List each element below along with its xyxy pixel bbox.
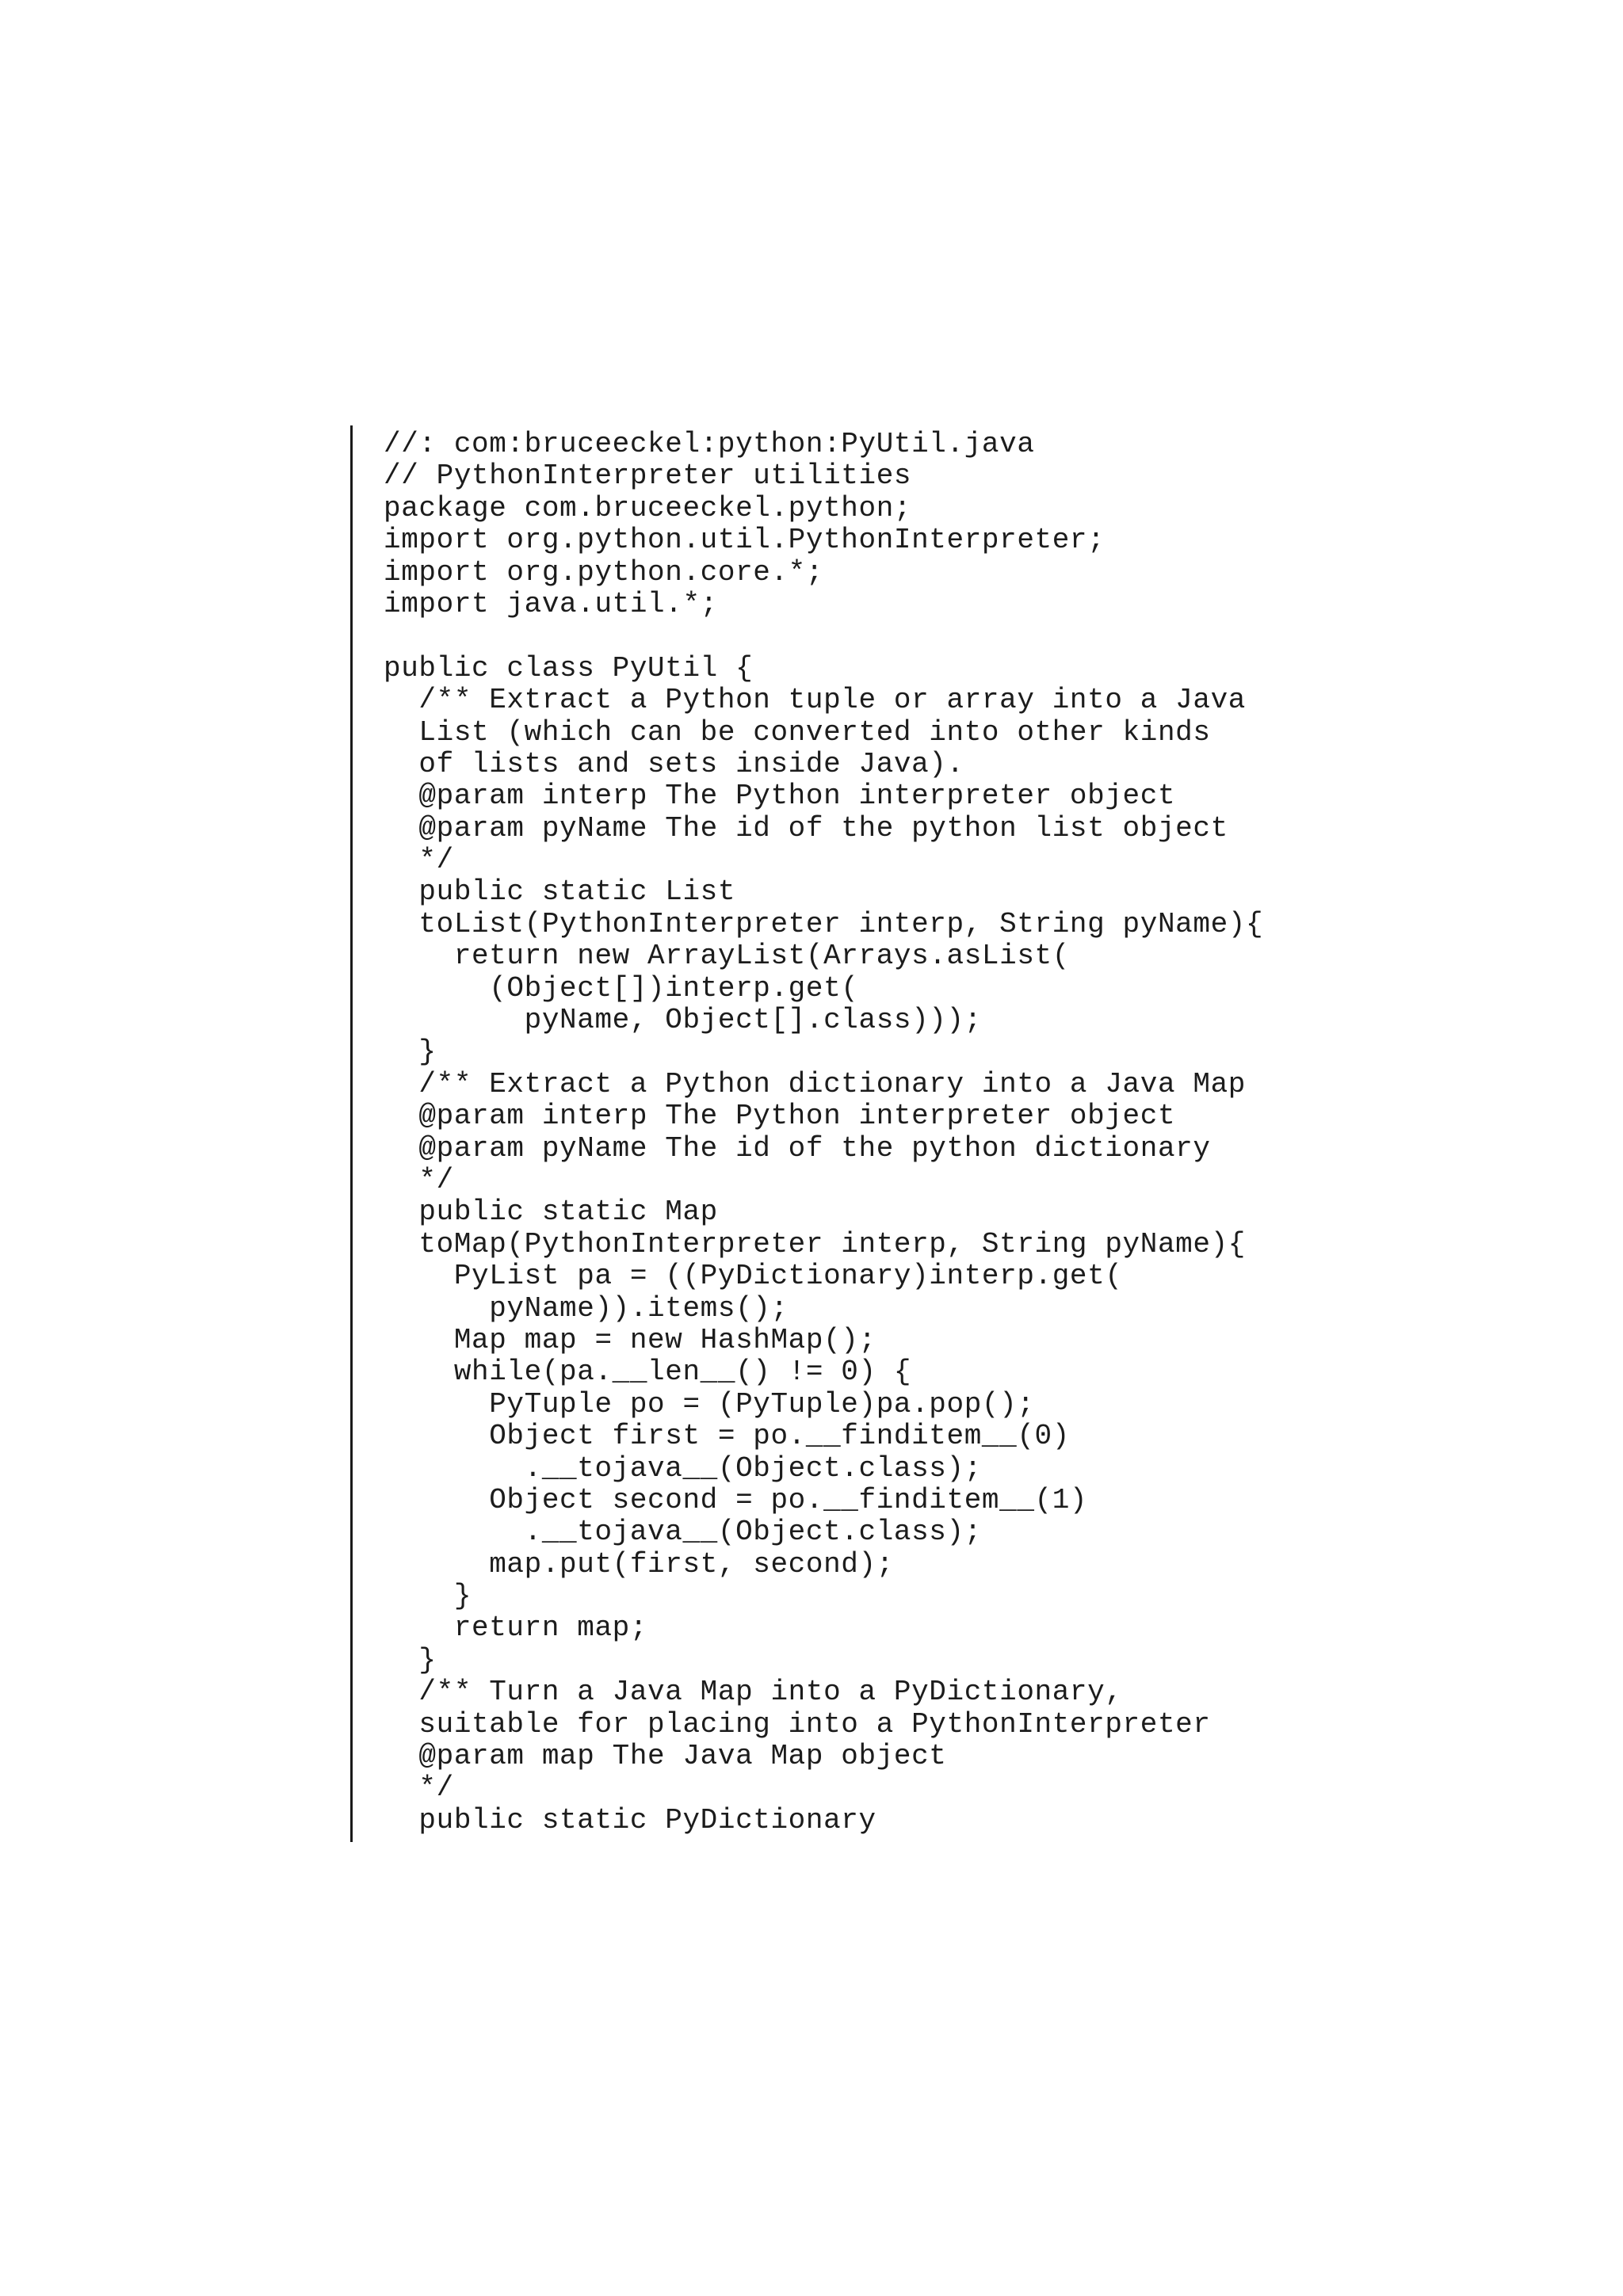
code-line: public static PyDictionary xyxy=(384,1803,876,1836)
code-line: (Object[])interp.get( xyxy=(384,971,859,1005)
code-line: import org.python.util.PythonInterpreter; xyxy=(384,524,1106,557)
code-line: /** Extract a Python tuple or array into a Java xyxy=(384,684,1246,717)
code-line: */ xyxy=(384,844,454,877)
code-line: Map map = new HashMap(); xyxy=(384,1323,876,1356)
code-line: map.put(first, second); xyxy=(384,1547,894,1581)
code-line: @param interp The Python interpreter object xyxy=(384,780,1176,813)
code-line: @param pyName The id of the python list object xyxy=(384,811,1228,845)
code-line: toList(PythonInterpreter interp, String pyName){ xyxy=(384,907,1264,940)
code-line: List (which can be converted into other kinds xyxy=(384,715,1211,749)
code-line: public static List xyxy=(384,875,736,909)
code-line: public class PyUtil { xyxy=(384,651,754,685)
code-line: /** Extract a Python dictionary into a Java Map xyxy=(384,1067,1246,1100)
code-line: @param pyName The id of the python dictionary xyxy=(384,1131,1211,1165)
margin-rule xyxy=(350,425,353,1842)
code-line: suitable for placing into a PythonInterpreter xyxy=(384,1707,1211,1741)
code-line: .__tojava__(Object.class); xyxy=(384,1516,982,1549)
code-line: import java.util.*; xyxy=(384,587,718,620)
code-line xyxy=(384,620,1263,652)
code-line: PyTuple po = (PyTuple)pa.pop(); xyxy=(384,1387,1035,1421)
code-line: pyName, Object[].class))); xyxy=(384,1004,982,1037)
code-line: package com.bruceeckel.python; xyxy=(384,491,912,524)
code-line: return map; xyxy=(384,1611,648,1645)
code-line: pyName)).items(); xyxy=(384,1291,789,1325)
code-line: toMap(PythonInterpreter interp, String pyName){ xyxy=(384,1227,1246,1261)
code-line: //: com:bruceeckel:python:PyUtil.java xyxy=(384,428,1035,460)
code-listing xyxy=(350,425,1301,1842)
code-line: of lists and sets inside Java). xyxy=(384,747,964,780)
code-line: @param interp The Python interpreter object xyxy=(384,1100,1176,1133)
code-line: Object second = po.__finditem__(1) xyxy=(384,1483,1088,1516)
code-line: Object first = po.__finditem__(0) xyxy=(384,1420,1070,1453)
code-line: } xyxy=(384,1035,437,1069)
code-line: return new ArrayList(Arrays.asList( xyxy=(384,940,1070,973)
code-line: PyList pa = ((PyDictionary)interp.get( xyxy=(384,1260,1123,1293)
code-lines xyxy=(384,429,1263,1836)
code-line: .__tojava__(Object.class); xyxy=(384,1451,982,1485)
code-line: } xyxy=(384,1580,472,1613)
code-line: */ xyxy=(384,1163,454,1196)
code-line: @param map The Java Map object xyxy=(384,1740,947,1773)
code-line: public static Map xyxy=(384,1196,718,1229)
code-line: import org.python.core.*; xyxy=(384,555,824,589)
code-line: /** Turn a Java Map into a PyDictionary, xyxy=(384,1676,1123,1709)
code-line: */ xyxy=(384,1772,454,1805)
code-line: } xyxy=(384,1643,437,1676)
code-line: while(pa.__len__() != 0) { xyxy=(384,1356,912,1389)
code-line: // PythonInterpreter utilities xyxy=(384,460,912,493)
